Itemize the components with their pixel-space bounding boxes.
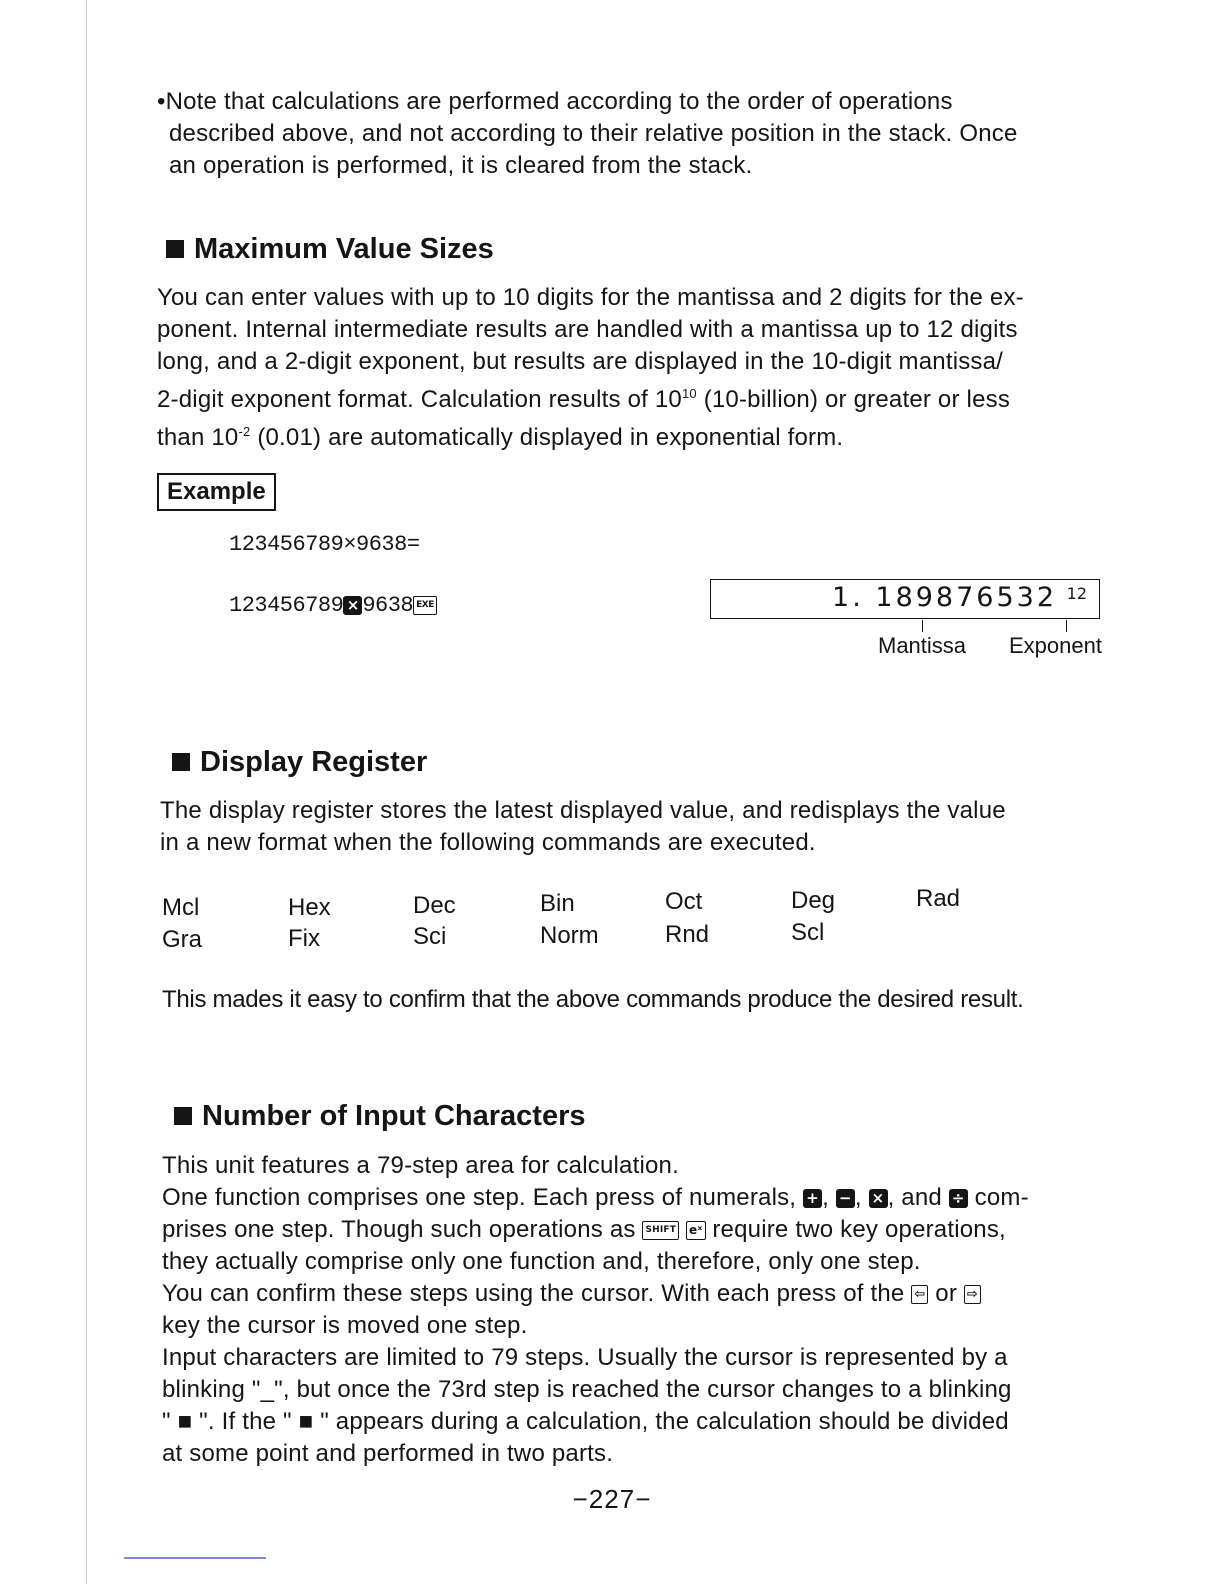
input-chars-body [162,1150,1029,1470]
shift-key-icon: SHIFT [642,1221,679,1240]
display-register-line-1: The display register stores the latest displayed value, and redisplays the value [160,797,1006,824]
example-key-sequence [229,593,437,618]
display-exponent: 12 [1066,584,1087,603]
input-line-7: Input characters are limited to 79 steps. Usually the cursor is represented by a [162,1344,1008,1371]
note-line-1: •Note that calculations are performed according to the order of operations [157,88,953,115]
key-digits-b: 9638 [362,593,414,618]
command-cell: Rnd [665,921,710,948]
input-line-5-or: or [928,1280,964,1307]
exponent-pointer [1066,620,1067,632]
note-line-2: described above, and not according to their relative position in the stack. Once [169,120,1018,147]
display-register-heading [172,744,427,780]
input-line-3a: prises one step. Though such operations as [162,1216,643,1243]
input-line-8a: blinking " [162,1376,261,1403]
display-mantissa: 1. 189876532 [832,582,1057,613]
command-cell: Hex [288,894,331,921]
input-line-8b: ", but once the 73rd step is reached the cursor changes to a blinking [274,1376,1012,1403]
exponent-10: 10 [681,386,697,401]
exe-key-icon: EXE [413,596,437,615]
max-value-line-2: ponent. Internal intermediate results are handled with a mantissa up to 12 digits [157,316,1018,343]
underscore-cursor-icon: _ [260,1376,275,1403]
confirm-note [162,984,1023,1016]
input-chars-heading [174,1098,586,1134]
display-register-body [160,795,1006,859]
input-line-9: " ■ ". If the " ■ " appears during a calculation, the calculation should be divided [162,1408,1009,1435]
right-cursor-key-icon: ⇨ [964,1285,981,1304]
display-register-heading-text: Display Register [200,746,428,778]
multiply-key-icon: × [869,1189,888,1208]
command-cell: Scl [791,919,825,946]
square-bullet-icon [174,1107,192,1125]
example-label: Example [157,473,276,511]
key-digits-a: 123456789 [229,593,344,618]
command-cell: Norm [540,922,599,949]
max-value-line-3: long, and a 2-digit exponent, but results are displayed in the 10-digit mantissa/ [157,348,1004,375]
left-edge-rule [86,0,87,1584]
command-cell: Fix [288,925,320,952]
mantissa-pointer [922,620,923,632]
command-cell: Dec [413,892,456,919]
input-line-3b: require two key operations, [705,1216,1006,1243]
plus-key-icon: + [803,1189,822,1208]
exponent-label: Exponent [1009,633,1102,658]
input-line-8 [162,1374,1029,1406]
max-value-heading-text: Maximum Value Sizes [194,233,494,265]
max-value-line-5 [157,416,1024,454]
calculator-display [710,579,1100,619]
note-line-3: an operation is performed, it is cleared from the stack. [169,152,753,179]
command-cell: Sci [413,923,447,950]
exponent-minus-2: -2 [238,424,251,439]
command-cell: Bin [540,890,575,917]
max-value-line-5b: (0.01) are automatically displayed in exponential form. [250,424,844,451]
page-number: −227− [572,1484,652,1514]
input-line-1: This unit features a 79-step area for calculation. [162,1152,679,1179]
max-value-heading [166,231,494,267]
max-value-line-4a: 2-digit exponent format. Calculation results of 10 [157,386,682,413]
input-line-5 [162,1278,1029,1310]
divide-key-icon: ÷ [949,1189,968,1208]
max-value-line-4 [157,378,1024,416]
order-note [157,86,1018,182]
exp-key-icon: eˣ [686,1221,706,1240]
command-cell: Gra [162,926,203,953]
mantissa-label: Mantissa [878,633,967,658]
bottom-link-rule [124,1557,266,1559]
input-line-2: One function comprises one step. Each press of numerals, + , − , × , and ÷ com- [162,1184,1029,1211]
square-bullet-icon [172,753,190,771]
minus-key-icon: − [836,1189,855,1208]
input-line-4: they actually comprise only one function and, therefore, only one step. [162,1248,921,1275]
input-line-2b: com- [967,1184,1029,1211]
left-cursor-key-icon: ⇦ [911,1285,928,1304]
max-value-line-1: You can enter values with up to 10 digits for the mantissa and 2 digits for the ex- [157,284,1024,311]
input-line-10: at some point and performed in two parts. [162,1440,614,1467]
example-expression: 123456789×9638= [229,532,420,557]
multiply-key-icon: × [343,596,362,615]
command-cell: Rad [916,885,961,912]
command-cell: Deg [791,887,836,914]
input-line-2-and: , and [887,1184,949,1211]
square-bullet-icon [166,240,184,258]
max-value-line-4b: (10-billion) or greater or less [696,386,1011,413]
max-value-line-5a: than 10 [157,424,239,451]
input-line-6: key the cursor is moved one step. [162,1312,528,1339]
command-cell: Oct [665,888,703,915]
input-line-2a: One function comprises one step. Each press of numerals, [162,1184,804,1211]
max-value-body [157,282,1024,454]
input-line-3 [162,1214,1029,1246]
command-cell: Mcl [162,894,200,921]
display-register-line-2: in a new format when the following commands are executed. [160,829,816,856]
input-line-5a: You can confirm these steps using the cursor. With each press of the [162,1280,912,1307]
confirm-line: This mades it easy to confirm that the above commands produce the desired result. [162,986,1024,1013]
input-chars-heading-text: Number of Input Characters [202,1100,586,1132]
